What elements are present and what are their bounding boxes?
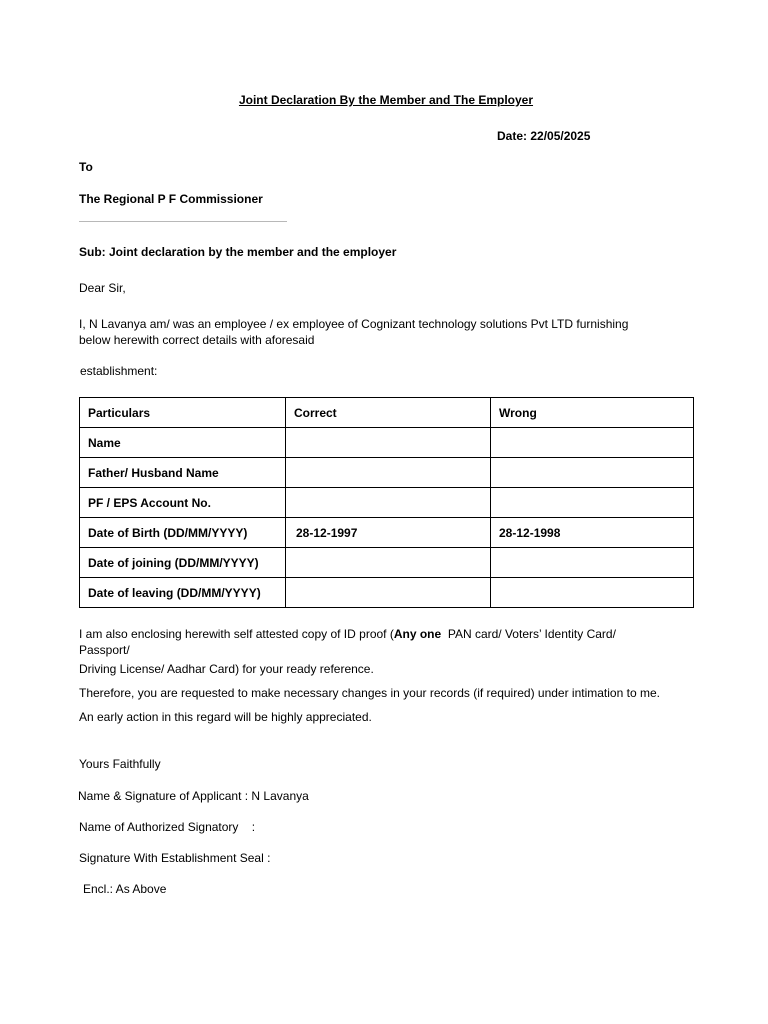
table-row [80,488,694,518]
wrong-cell [491,458,694,488]
particular-cell: Father/ Husband Name [80,458,286,488]
header-particulars: Particulars [80,398,286,428]
enclosure-text-start: I am also enclosing herewith self attested copy of ID proof ( [79,627,394,641]
document-title: Joint Declaration By the Member and The Employer [238,93,534,107]
details-table [79,397,694,608]
table-header-row [80,398,694,428]
correct-cell [286,458,491,488]
particular-cell: PF / EPS Account No. [80,488,286,518]
wrong-cell [491,548,694,578]
table-row [80,518,694,548]
intro-line-1: I, N Lavanya am/ was an employee / ex employee of Cognizant technology solutions Pvt LTD furnishing [79,317,629,331]
correct-cell: 28-12-1997 [286,518,491,548]
intro-line-3: establishment: [80,364,158,378]
wrong-cell [491,488,694,518]
table-row [80,578,694,608]
enclosure-line-2: Passport/ [79,643,130,657]
correct-cell [286,428,491,458]
particular-cell: Name [80,428,286,458]
document-date: Date: 22/05/2025 [497,129,591,143]
wrong-cell [491,428,694,458]
enclosure-emphasis: Any one [393,627,442,641]
wrong-cell [491,578,694,608]
particular-cell: Date of leaving (DD/MM/YYYY) [80,578,286,608]
table-row [80,458,694,488]
correct-cell [286,548,491,578]
enclosure-text-end: PAN card/ Voters’ Identity Card/ [441,627,616,641]
enclosures: Encl.: As Above [83,882,167,896]
to-label: To [79,160,93,174]
subject-line: Sub: Joint declaration by the member and the employer [79,245,397,259]
header-wrong: Wrong [491,398,694,428]
table-row [80,548,694,578]
intro-line-2: below herewith correct details with aforesaid [79,333,315,347]
early-action-paragraph: An early action in this regard will be highly appreciated. [79,710,372,724]
address-blank-line [79,221,287,222]
header-correct: Correct [286,398,491,428]
wrong-cell: 28-12-1998 [491,518,694,548]
table-row [80,428,694,458]
enclosure-line-1 [79,627,616,641]
particular-cell: Date of joining (DD/MM/YYYY) [80,548,286,578]
enclosure-line-3: Driving License/ Aadhar Card) for your ready reference. [79,662,374,676]
particular-cell: Date of Birth (DD/MM/YYYY) [80,518,286,548]
establishment-seal: Signature With Establishment Seal : [79,851,271,865]
authorized-signatory: Name of Authorized Signatory : [79,820,256,834]
applicant-signature: Name & Signature of Applicant : N Lavanya [78,789,309,803]
closing: Yours Faithfully [79,757,161,771]
request-paragraph: Therefore, you are requested to make necessary changes in your records (if required) under intimation to me. [79,686,660,700]
salutation: Dear Sir, [79,281,126,295]
correct-cell [286,488,491,518]
correct-cell [286,578,491,608]
addressee: The Regional P F Commissioner [79,192,263,206]
